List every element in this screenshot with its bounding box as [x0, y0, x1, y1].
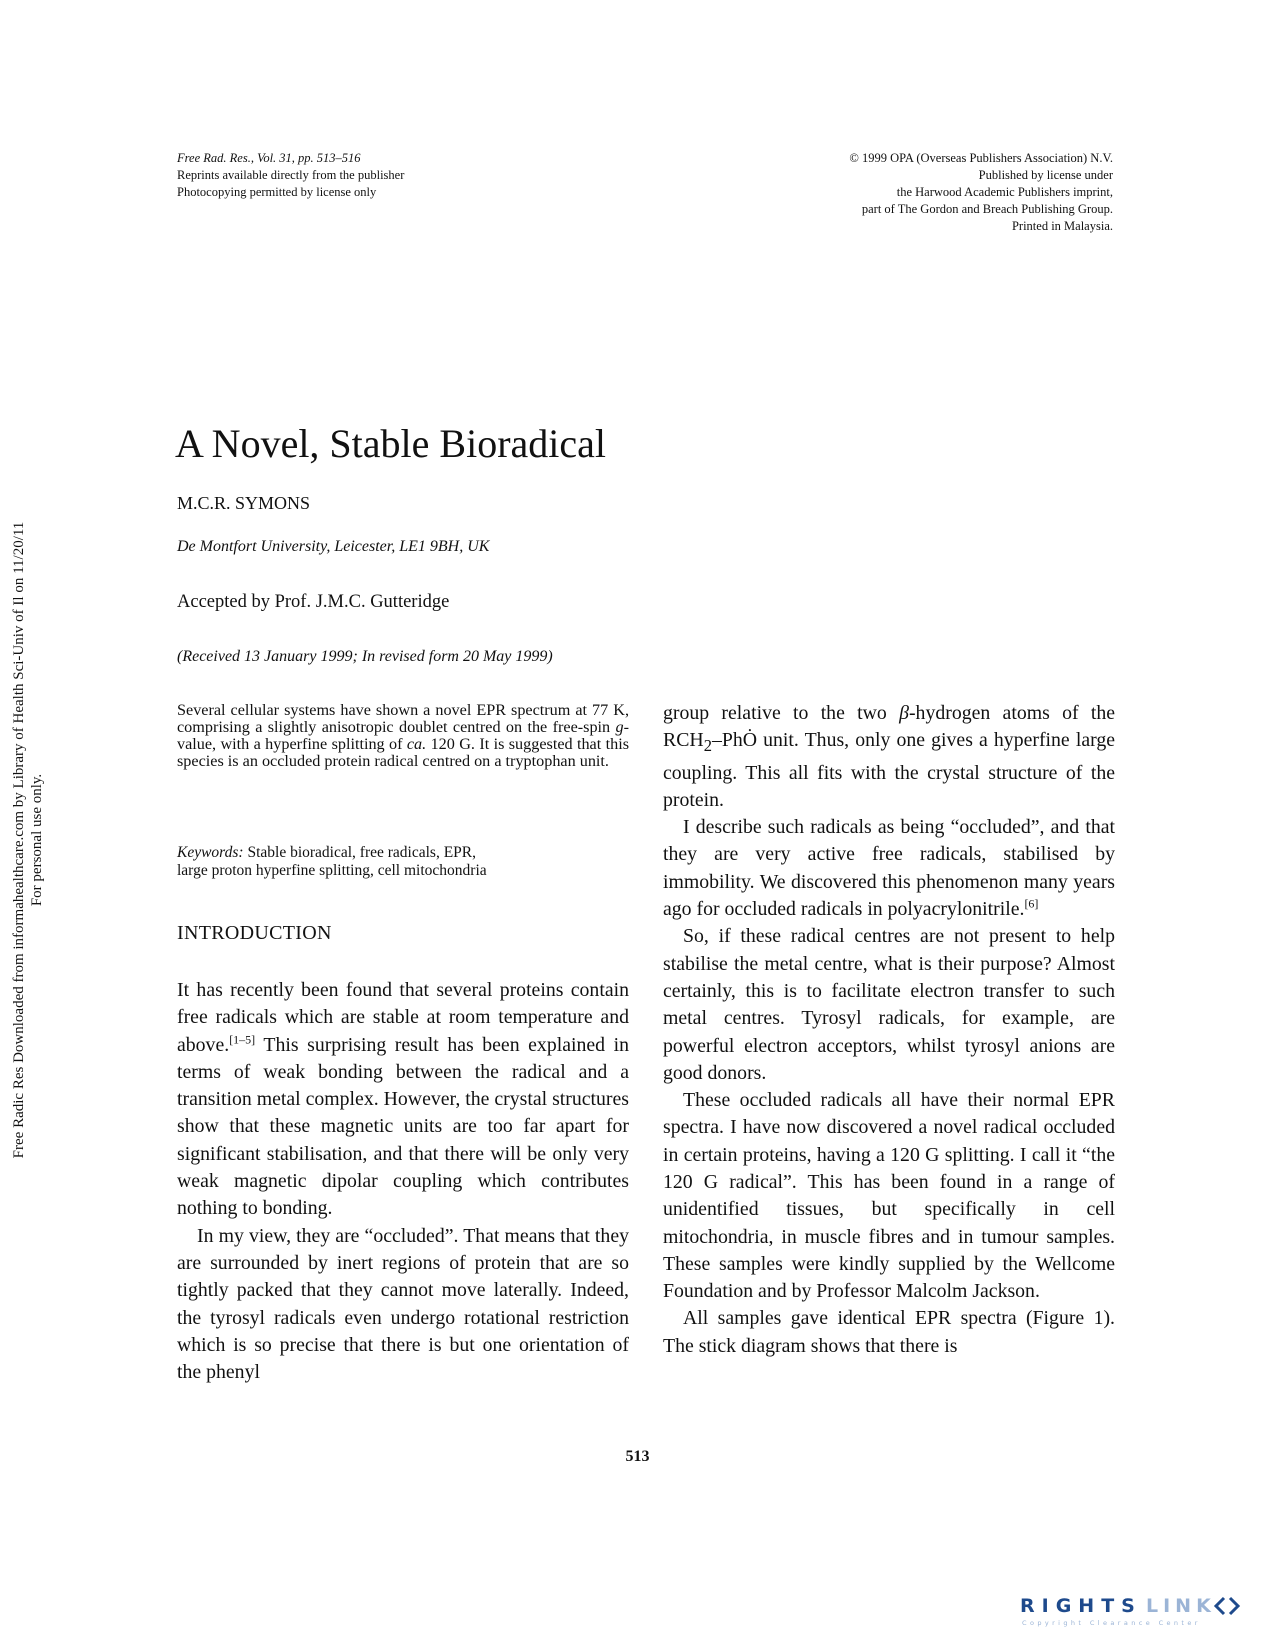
- section-heading: INTRODUCTION: [177, 922, 332, 944]
- paragraph: In my view, they are “occluded”. That means that they are surrounded by inert regions of protein that are so tightly packed that they cannot move laterally. Indeed, the tyrosyl radicals even undergo rotational restriction which is so precise that there is but one orientation of the phenyl: [177, 1224, 629, 1384]
- paragraph: So, if these radical centres are not present to help stabilise the metal centre, what is their purpose? Almost certainly, this is to facilitate electron transfer to such metal centres. Tyrosyl radicals, for example, are powerful electron acceptors, whilst tyrosyl anions are good donors.: [663, 925, 1115, 1084]
- body-column-right: [663, 700, 1115, 1360]
- copyright-line: part of The Gordon and Breach Publishing Group.: [861, 202, 1113, 216]
- logo-chevron-left-icon: [1216, 1598, 1224, 1614]
- paragraph: All samples gave identical EPR spectra (Figure 1). The stick diagram shows that there is: [663, 1307, 1115, 1357]
- article-title: A Novel, Stable Bioradical: [175, 421, 607, 466]
- author-affiliation: De Montfort University, Leicester, LE1 9BH, UK: [177, 538, 490, 555]
- watermark-line: Free Radic Res Downloaded from informahealthcare.com by Library of Health Sci-Univ of Il on 11/20/11: [11, 521, 27, 1159]
- keywords-label: Keywords:: [177, 844, 244, 861]
- paragraph: These occluded radicals all have their normal EPR spectra. I have now discovered a novel radical occluded in certain proteins, having a 120 G splitting. I call it “the 120 G radical”. This has been found in a range of unidentified tissues, but specifically in cell mitochondria, in muscle fibres and in tumour samples. These samples were kindly supplied by the Wellcome Foundation and by Professor Malcolm Jackson.: [663, 1089, 1115, 1303]
- copyright-line: © 1999 OPA (Overseas Publishers Association) N.V.: [849, 151, 1113, 165]
- rightslink-logo: [1020, 1590, 1260, 1630]
- logo-tagline: Copyright Clearance Center: [1022, 1619, 1201, 1627]
- paragraph: group relative to the two β-hydrogen atoms of the $RCH_2$–PhȮ unit. Thus, only one gives a hyperfine large coupling. This all fits with the crystal structure of the protein.: [663, 702, 1116, 811]
- accepted-by: Accepted by Prof. J.M.C. Gutteridge: [177, 592, 450, 612]
- received-dates: (Received 13 January 1999; In revised form 20 May 1999): [177, 648, 553, 665]
- paragraph: It has recently been found that several proteins contain free radicals which are stable at room temperature and above.[1–5] This surprising result has been explained in terms of weak bonding between the radical and a transition metal complex. However, the crystal structures show that these magnetic units are too far apart for significant stabilisation, and that there will be only very weak magnetic dipolar coupling which contributes nothing to bonding.: [177, 979, 629, 1220]
- journal-citation: [177, 150, 404, 201]
- copyright-line: the Harwood Academic Publishers imprint,: [896, 185, 1113, 199]
- abstract: Several cellular systems have shown a novel EPR spectrum at 77 K, comprising a slightly anisotropic doublet centred on the free-spin g-value, with a hyperfine splitting of ca. 120 G. It is suggested that this species is an occluded protein radical centred on a tryptophan unit.: [177, 701, 630, 770]
- author-name: M.C.R. SYMONS: [177, 493, 311, 513]
- citation-line: Reprints available directly from the publisher: [177, 168, 405, 182]
- copyright-notice: [849, 150, 1113, 235]
- citation-line: Free Rad. Res., Vol. 31, pp. 513–516: [177, 151, 361, 165]
- logo-chevron-right-icon: [1230, 1598, 1238, 1614]
- keywords: Keywords: Stable bioradical, free radicals, EPR, large proton hyperfine splitting, cell mitochondria: [177, 844, 487, 879]
- logo-word-rights: RIGHTS: [1020, 1595, 1142, 1617]
- citation-ref: [1–5]: [229, 1032, 256, 1046]
- page-number: 513: [625, 1448, 650, 1465]
- body-column-left: [177, 977, 629, 1386]
- watermark-line: For personal use only.: [29, 773, 45, 907]
- citation-ref: [6]: [1024, 896, 1039, 911]
- copyright-line: Published by license under: [978, 168, 1113, 182]
- copyright-line: Printed in Malaysia.: [1011, 219, 1113, 233]
- citation-line: Photocopying permitted by license only: [177, 185, 377, 199]
- logo-word-link: LINK: [1146, 1595, 1216, 1617]
- download-watermark: [2, 490, 54, 1190]
- paragraph: I describe such radicals as being “occluded”, and that they are very active free radicals, stabilised by immobility. We discovered this phenomenon many years ago for occluded radicals in polyacrylonitrile.[6]: [663, 816, 1115, 921]
